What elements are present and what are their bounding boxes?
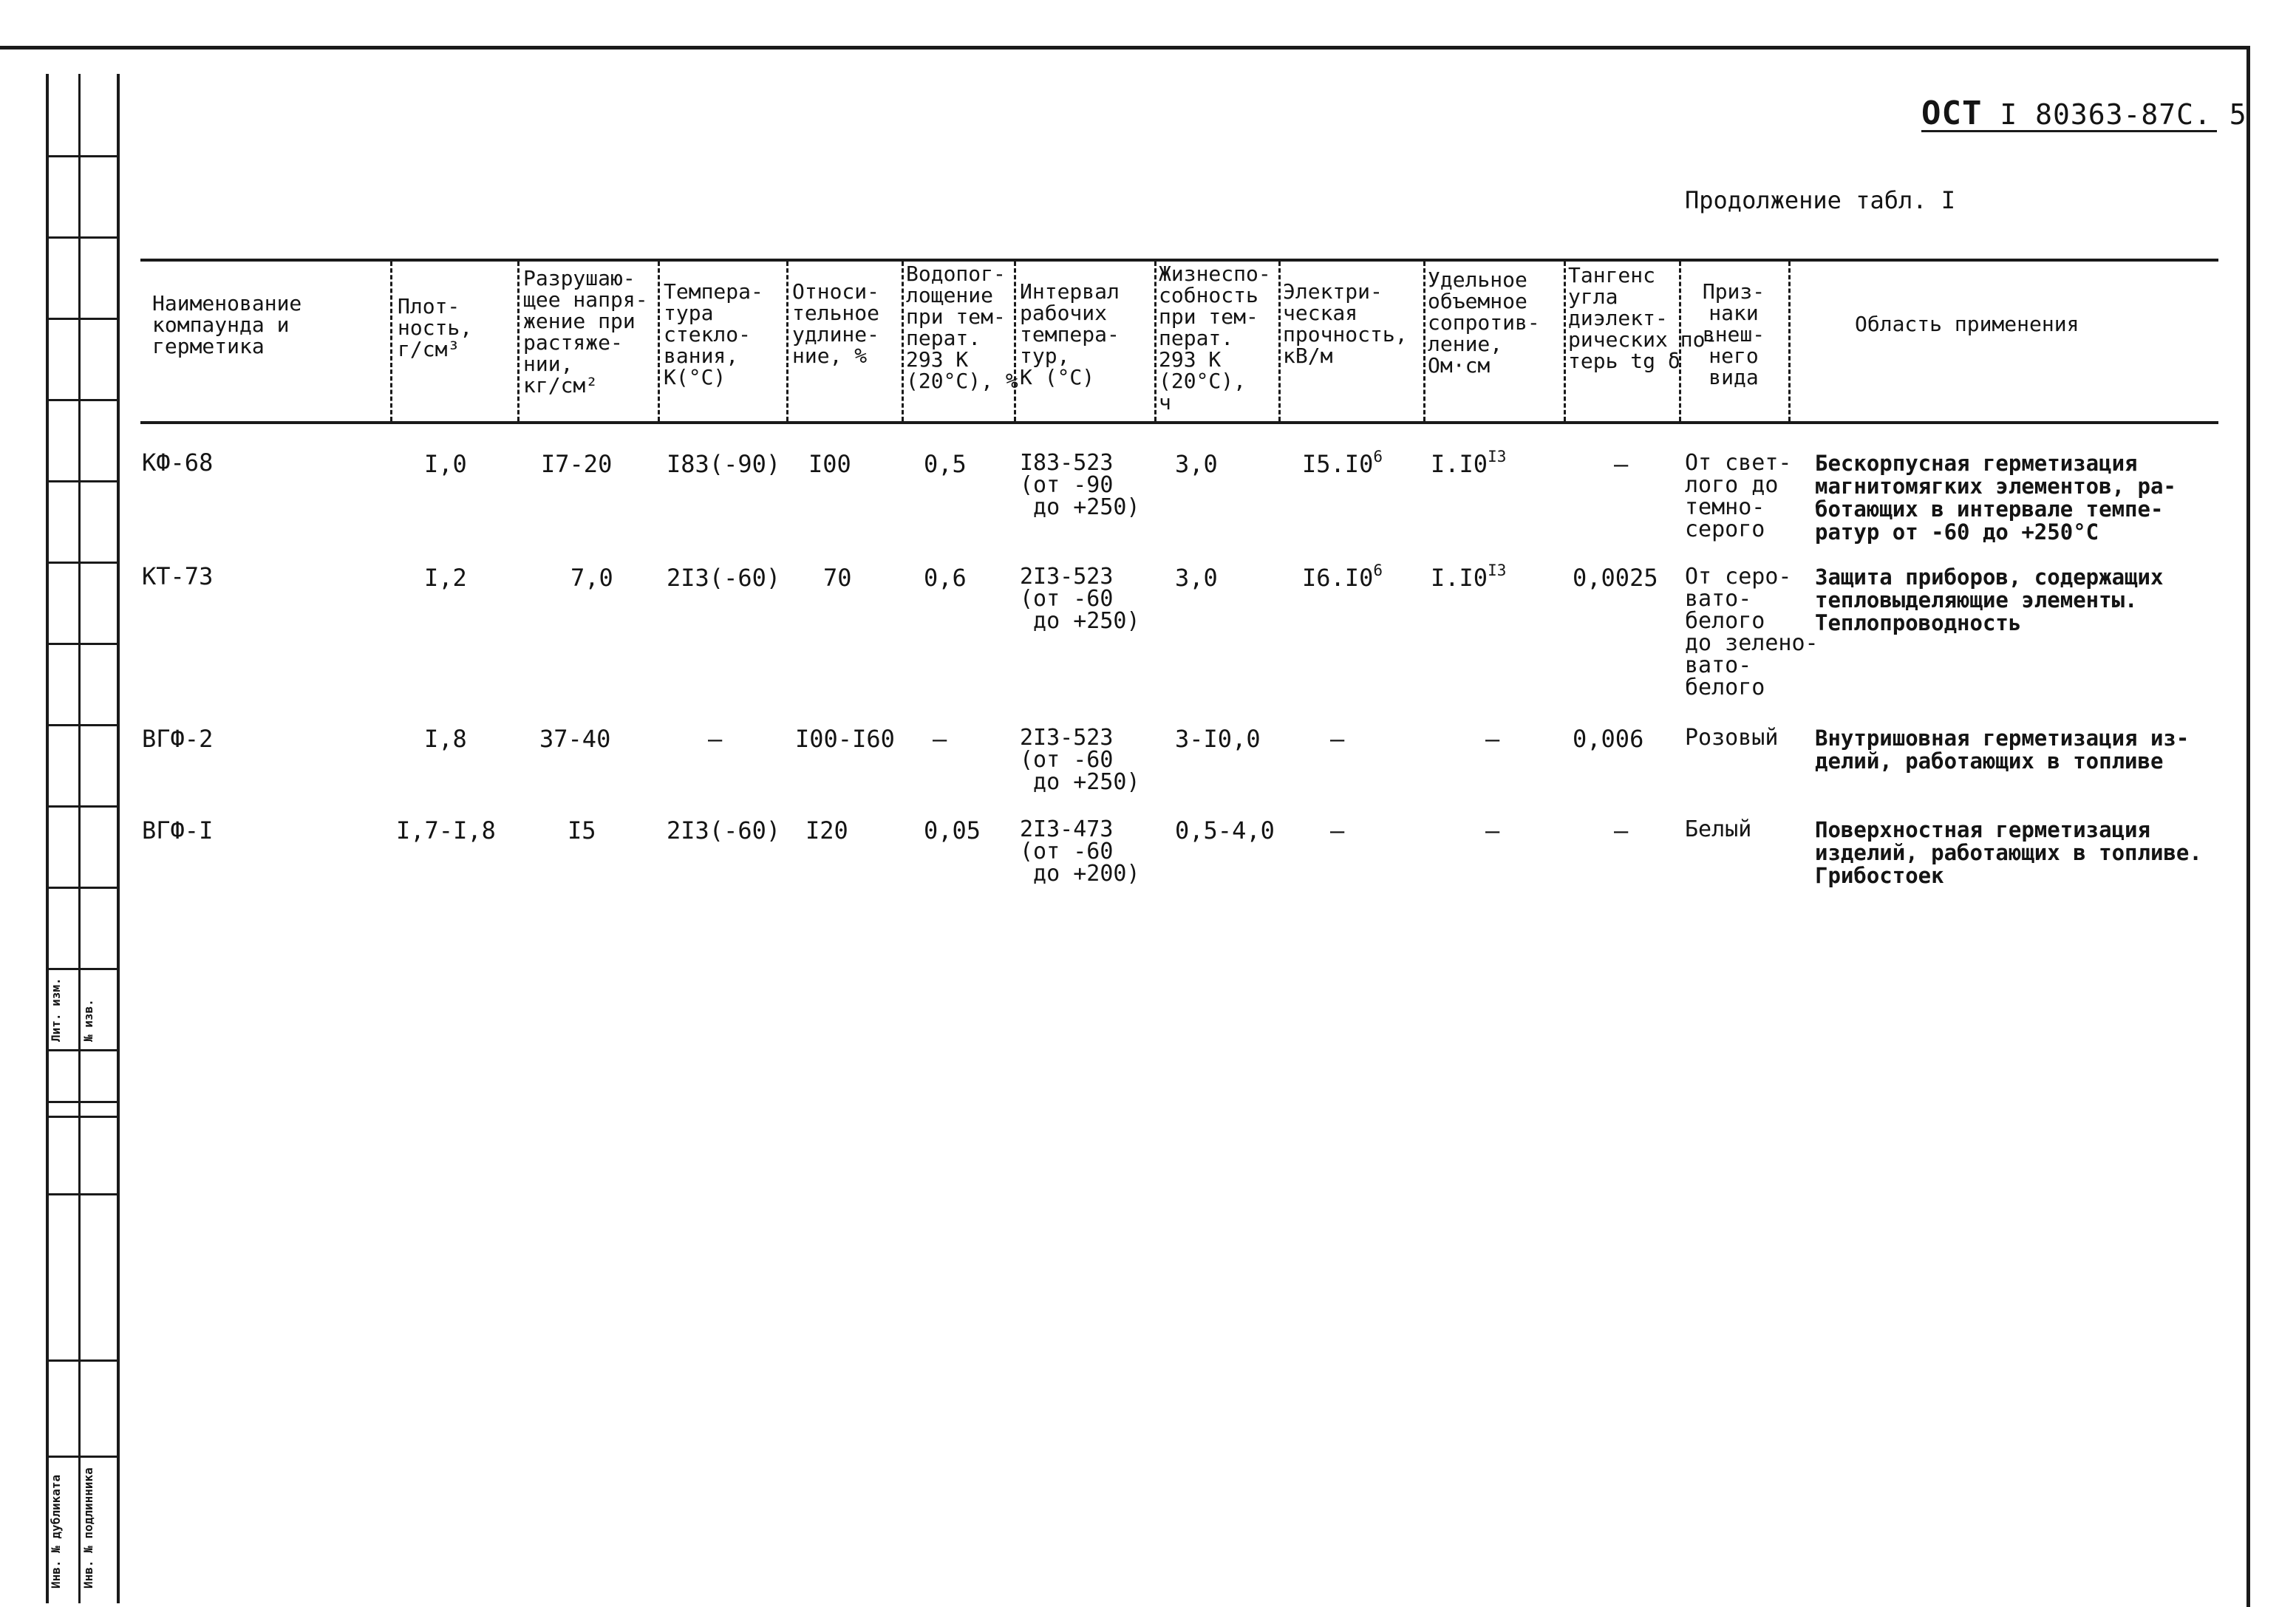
header-water-absorption: Водопог- лощение при тем- перат. 293 К (20°С), % bbox=[906, 262, 1018, 393]
cell-application-area: Внутришовная герметизация из- делий, работающих в топливе bbox=[1815, 726, 2190, 774]
margin-label-inv-dubl: Инв. № дубликата bbox=[49, 1474, 63, 1589]
header-volume-resistivity: Удельное объемное сопротив- ление, Ом·см bbox=[1428, 267, 1540, 378]
margin-tick bbox=[49, 968, 117, 970]
cell-water-absorption: – bbox=[933, 725, 947, 753]
cell-dielectric-base: I6.I0 bbox=[1302, 564, 1374, 592]
cell-resistivity-base: I.I0 bbox=[1431, 564, 1488, 592]
cell-pot-life: 3-I0,0 bbox=[1175, 725, 1261, 753]
margin-tick bbox=[49, 805, 117, 808]
cell-loss-tangent: – bbox=[1614, 450, 1629, 478]
cell-strength: I5 bbox=[568, 816, 596, 845]
margin-tick bbox=[49, 1116, 117, 1118]
cell-working-range: I83-523 (от -90 до +250) bbox=[1020, 450, 1140, 520]
cell-strength: 7,0 bbox=[570, 564, 613, 592]
margin-tick bbox=[49, 399, 117, 401]
cell-working-range: 2I3-473 (от -60 до +200) bbox=[1020, 816, 1140, 887]
margin-label-no-izv: № изв. bbox=[81, 999, 95, 1042]
cell-resistivity-base: – bbox=[1485, 816, 1500, 845]
cell-dielectric-exponent: 6 bbox=[1373, 448, 1383, 465]
doc-code-underline bbox=[1921, 130, 2217, 132]
column-separator bbox=[390, 262, 392, 421]
cell-appearance: От серо- вато- белого до зелено- вато- белого bbox=[1685, 564, 1819, 700]
cell-application-area: Поверхностная герметизация изделий, работающих в топливе. Грибостоек bbox=[1815, 817, 2202, 888]
cell-density: I,2 bbox=[424, 564, 467, 592]
cell-application-area: Бескорпусная герметизация магнитомягких элементов, ра- ботающих в интервале темпе- ратур от -60 до +250°С bbox=[1815, 451, 2176, 545]
column-separator bbox=[1278, 262, 1281, 421]
margin-tick bbox=[49, 318, 117, 320]
header-working-range: Интервал рабочих темпера- тур, К (°С) bbox=[1020, 279, 1120, 389]
margin-label-inv-podl: Инв. № подлинника bbox=[81, 1467, 95, 1589]
column-separator bbox=[1154, 262, 1156, 421]
header-pot-life: Жизнеспо- собность при тем- перат. 293 К (20°С), ч bbox=[1159, 262, 1271, 414]
cell-elongation: I20 bbox=[805, 816, 848, 845]
margin-tick bbox=[49, 1456, 117, 1458]
table-continuation-label: Продолжение табл. I bbox=[1685, 186, 1956, 214]
margin-tick bbox=[49, 1049, 117, 1051]
cell-glass-temp: – bbox=[708, 725, 723, 753]
cell-dielectric-base: – bbox=[1330, 816, 1345, 845]
cell-pot-life: 0,5-4,0 bbox=[1175, 816, 1275, 845]
header-elongation: Относи- тельное удлине- ние, % bbox=[792, 279, 880, 368]
cell-application-area: Защита приборов, содержащих тепловыделяющие элементы. Теплопроводность bbox=[1815, 564, 2164, 635]
margin-tick bbox=[49, 562, 117, 564]
cell-glass-temp: 2I3(-60) bbox=[667, 564, 781, 592]
margin-tick bbox=[49, 1359, 117, 1362]
margin-divider bbox=[78, 74, 81, 1603]
column-separator bbox=[1788, 262, 1791, 421]
cell-appearance: Розовый bbox=[1685, 725, 1779, 751]
cell-loss-tangent: – bbox=[1614, 816, 1629, 845]
table-header-rule bbox=[140, 421, 2218, 424]
header-appearance: Приз- наки внеш- него вида bbox=[1702, 279, 1765, 389]
cell-density: I,7-I,8 bbox=[396, 816, 496, 845]
cell-loss-tangent: 0,006 bbox=[1573, 725, 1644, 753]
column-separator bbox=[658, 262, 660, 421]
doc-number: I 80363-87 bbox=[2000, 98, 2177, 131]
margin-tick bbox=[49, 480, 117, 482]
cell-name: ВГФ-I bbox=[142, 816, 214, 845]
cell-resistivity-exponent: I3 bbox=[1488, 448, 1507, 465]
cell-appearance: Белый bbox=[1685, 816, 1752, 842]
doc-page: С. 5 bbox=[2176, 98, 2247, 131]
column-separator bbox=[1564, 262, 1566, 421]
cell-dielectric-base: I5.I0 bbox=[1302, 450, 1374, 478]
cell-loss-tangent: 0,0025 bbox=[1573, 564, 1658, 592]
cell-volume-resistivity bbox=[1485, 816, 1500, 845]
margin-tick bbox=[49, 1193, 117, 1195]
header-name: Наименование компаунда и герметика bbox=[152, 291, 302, 358]
margin-tick bbox=[49, 724, 117, 726]
cell-dielectric-strength bbox=[1330, 727, 1344, 751]
cell-water-absorption: 0,05 bbox=[924, 816, 981, 845]
margin-tick bbox=[49, 643, 117, 645]
cell-working-range: 2I3-523 (от -60 до +250) bbox=[1020, 725, 1140, 795]
header-glass-temp: Темпера- тура стекло- вания, К(°С) bbox=[664, 279, 763, 389]
header-loss-tangent: Тангенс угла диэлект- рических по- терь tg δ bbox=[1568, 263, 1718, 373]
cell-dielectric-strength bbox=[1302, 448, 1383, 478]
document-code bbox=[1921, 95, 2247, 132]
cell-density: I,0 bbox=[424, 450, 467, 478]
cell-resistivity-exponent: I3 bbox=[1488, 562, 1507, 579]
cell-dielectric-strength bbox=[1302, 562, 1383, 592]
cell-name: КТ-73 bbox=[142, 562, 214, 590]
header-dielectric-strength: Электри- ческая прочность, кВ/м bbox=[1283, 279, 1408, 368]
margin-tick bbox=[49, 1101, 117, 1103]
doc-standard: ОСТ bbox=[1921, 95, 1983, 132]
cell-volume-resistivity bbox=[1431, 562, 1507, 592]
cell-volume-resistivity bbox=[1485, 727, 1499, 751]
header-density: Плот- ность, г/см³ bbox=[398, 294, 473, 361]
column-separator bbox=[902, 262, 904, 421]
cell-water-absorption: 0,5 bbox=[924, 450, 967, 478]
cell-working-range: 2I3-523 (от -60 до +250) bbox=[1020, 564, 1140, 634]
cell-pot-life: 3,0 bbox=[1175, 450, 1218, 478]
cell-dielectric-base: – bbox=[1330, 725, 1345, 753]
cell-strength: 37-40 bbox=[539, 725, 611, 753]
margin-tick bbox=[49, 155, 117, 157]
cell-dielectric-strength bbox=[1330, 816, 1345, 845]
cell-glass-temp: I83(-90) bbox=[667, 450, 781, 478]
cell-water-absorption: 0,6 bbox=[924, 564, 967, 592]
margin-label-lit-izm: Лит. изм. bbox=[49, 977, 63, 1042]
column-separator bbox=[517, 262, 520, 421]
cell-strength: I7-20 bbox=[541, 450, 613, 478]
cell-name: КФ-68 bbox=[142, 448, 214, 477]
margin-tick bbox=[49, 236, 117, 239]
cell-elongation: I00 bbox=[808, 450, 851, 478]
cell-name: ВГФ-2 bbox=[142, 725, 214, 753]
left-margin-strip bbox=[46, 74, 120, 1603]
cell-appearance: От свет- лого до темно- серого bbox=[1685, 450, 1792, 542]
cell-pot-life: 3,0 bbox=[1175, 564, 1218, 592]
cell-dielectric-exponent: 6 bbox=[1373, 562, 1383, 579]
header-strength: Разрушаю- щее напря- жение при растяже- нии, кг/см² bbox=[523, 266, 648, 398]
cell-density: I,8 bbox=[424, 725, 467, 753]
column-separator bbox=[786, 262, 788, 421]
cell-resistivity-base: I.I0 bbox=[1431, 450, 1488, 478]
margin-tick bbox=[49, 887, 117, 889]
column-separator bbox=[1423, 262, 1425, 421]
cell-volume-resistivity bbox=[1431, 448, 1507, 478]
cell-elongation: I00-I60 bbox=[795, 725, 895, 753]
cell-resistivity-base: – bbox=[1485, 725, 1500, 753]
cell-elongation: 70 bbox=[823, 564, 852, 592]
header-application-area: Область применения bbox=[1855, 312, 2079, 336]
cell-glass-temp: 2I3(-60) bbox=[667, 816, 781, 845]
